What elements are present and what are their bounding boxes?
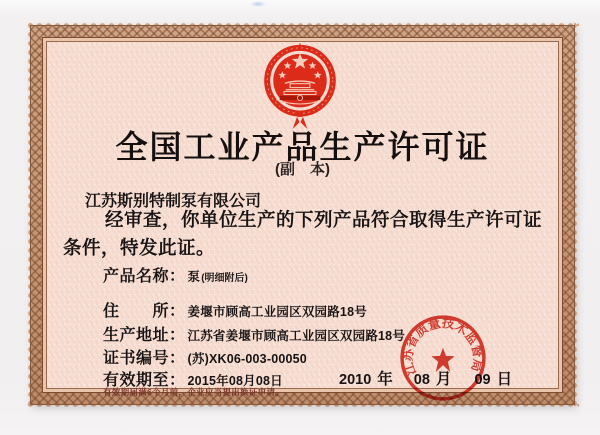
field-value: 江苏省姜堰市顾高工业园区双园路18号 (187, 329, 406, 343)
certificate-subtitle: (副 本) (275, 161, 330, 178)
certificate-title: 全国工业产品生产许可证 (115, 129, 490, 165)
field-label: 证书编号： (103, 350, 186, 367)
certificate (30, 25, 575, 405)
seal-star (431, 348, 454, 372)
issue-year-unit: 年 (377, 371, 393, 388)
company-name: 江苏斯别特制泵有限公司 (85, 193, 262, 210)
field-label: 生产地址： (103, 327, 186, 344)
field-label: 产品名称： (103, 268, 186, 285)
certificate-border (42, 37, 563, 397)
issue-month: 08 (413, 372, 430, 388)
renewal-footnote: 有效期届满6个月前，企业应当提出换证申请。 (103, 387, 285, 397)
issue-day: 09 (474, 372, 491, 388)
issue-month-unit: 月 (435, 371, 452, 388)
certificate-body (46, 41, 559, 397)
scan-artifact (250, 1, 266, 7)
statement-line-1: 经审查，你单位生产的下列产品符合取得生产许可证 (105, 209, 543, 230)
field-note: (明细附后) (201, 273, 248, 284)
statement-line-2: 条件，特发此证。 (63, 237, 216, 258)
china-national-emblem-icon (259, 42, 341, 134)
issue-day-unit: 日 (496, 371, 513, 388)
field-label: 住 所： (103, 303, 186, 320)
seal-text: 江苏省质量技术监督局 (399, 314, 487, 378)
field-value: 泵 (187, 270, 201, 284)
field-row-production-address (103, 322, 405, 345)
field-value: 姜堰市顾高工业园区双园路18号 (187, 305, 367, 319)
field-value: (苏)XK06-003-00050 (187, 352, 307, 366)
field-row-certificate-number (103, 345, 307, 368)
field-row-product-name (103, 263, 248, 286)
official-seal (398, 313, 491, 403)
field-value: 2015年08月08日 (187, 374, 283, 388)
svg-text:江苏省质量技术监督局 (400, 315, 486, 379)
field-row-residence (103, 298, 367, 321)
field-label: 有效期至： (103, 372, 186, 389)
issue-year: 2010 (339, 372, 372, 388)
